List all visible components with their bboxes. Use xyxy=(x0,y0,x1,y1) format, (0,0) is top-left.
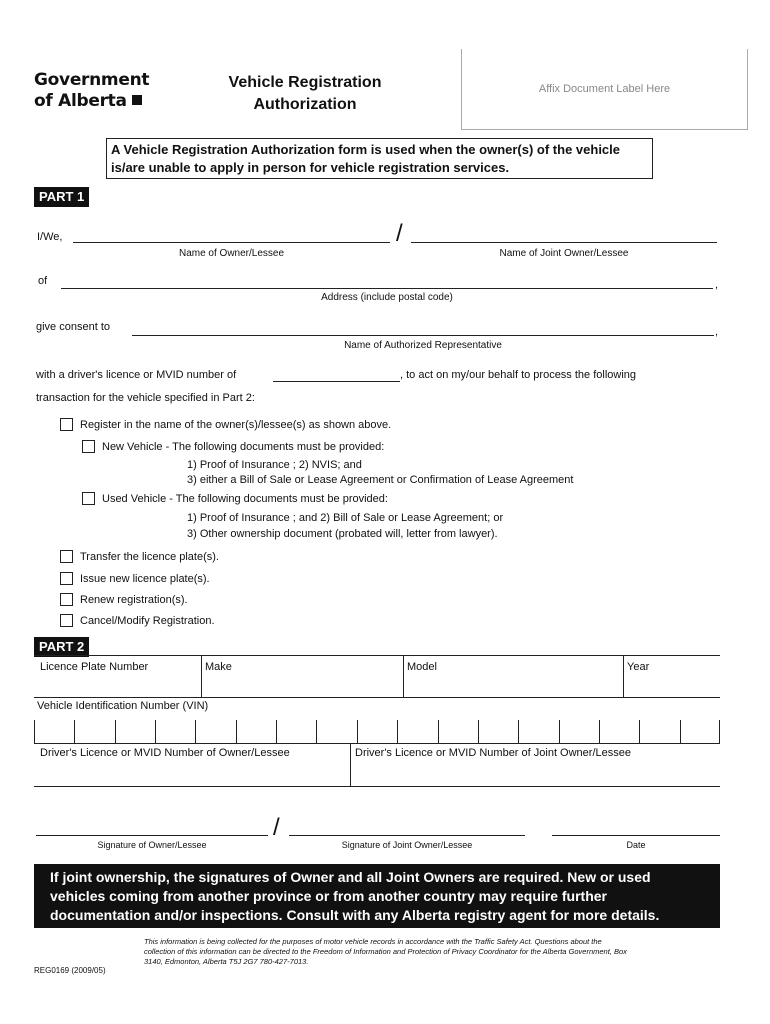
iwe-label: I/We, xyxy=(37,231,63,243)
vin-cell-divider xyxy=(478,720,479,744)
table-divider xyxy=(201,655,202,697)
licence-suffix-text: , to act on my/our behalf to process the following xyxy=(400,369,637,381)
form-title: Vehicle Registration Authorization xyxy=(228,74,382,113)
joint-signature-caption: Signature of Joint Owner/Lessee xyxy=(341,840,473,850)
new-vehicle-doc-2: 3) either a Bill of Sale or Lease Agreement or Confirmation of Lease Agreement xyxy=(187,474,574,486)
of-label: of xyxy=(38,275,48,287)
vin-cell-divider xyxy=(316,720,317,744)
date-field[interactable] xyxy=(552,835,720,836)
owner-licence-label: Driver's Licence or MVID Number of Owner/Lessee xyxy=(40,747,290,759)
renew-registration-label: Renew registration(s). xyxy=(80,594,188,606)
new-vehicle-checkbox[interactable] xyxy=(82,440,95,453)
vin-entry-grid[interactable] xyxy=(34,720,720,744)
privacy-notice: This information is being collected for the purposes of motor vehicle records in accordance with the Traffic Safety Act. Questions about the collection of this information can be directed to the Freedom of Information and Protection of Privacy Coordinator for the Alberta Government, Box 3140, Edmonton, Alberta T5J 2G7 780-427-7013. xyxy=(144,937,627,966)
logo-square-icon xyxy=(132,95,142,105)
vehicle-table-top-rule xyxy=(34,655,720,656)
transaction-text: transaction for the vehicle specified in Part 2: xyxy=(36,392,255,404)
joint-ownership-notice: If joint ownership, the signatures of Owner and all Joint Owners are required. New or used vehicles coming from another province or from another country may require further documentation and/or inspections. Consult with any Alberta registry agent for more details. xyxy=(34,864,720,928)
transfer-plate-label: Transfer the licence plate(s). xyxy=(80,551,219,563)
address-caption: Address (include postal code) xyxy=(321,292,453,303)
vin-cell-divider xyxy=(74,720,75,744)
vin-cell-divider xyxy=(599,720,600,744)
joint-owner-name-field[interactable] xyxy=(411,242,717,243)
vin-cell-divider xyxy=(155,720,156,744)
part2-heading: PART 2 xyxy=(34,637,89,657)
model-field[interactable]: Model xyxy=(407,661,437,673)
used-vehicle-label: Used Vehicle - The following documents must be provided: xyxy=(102,493,388,505)
form-number: REG0169 (2009/05) xyxy=(34,966,106,975)
joint-owner-name-caption: Name of Joint Owner/Lessee xyxy=(499,248,629,259)
licence-prefix-text: with a driver's licence or MVID number of xyxy=(36,369,237,381)
vin-cell-divider xyxy=(719,720,720,744)
make-field[interactable]: Make xyxy=(205,661,232,673)
issue-plate-checkbox[interactable] xyxy=(60,572,73,585)
year-field[interactable]: Year xyxy=(627,661,650,673)
vin-cell-divider xyxy=(34,720,35,744)
document-label-box: Affix Document Label Here xyxy=(461,49,748,130)
used-vehicle-doc-2: 3) Other ownership document (probated will, letter from lawyer). xyxy=(187,528,498,540)
address-field[interactable] xyxy=(61,288,713,289)
vin-cell-divider xyxy=(195,720,196,744)
vin-cell-divider xyxy=(236,720,237,744)
joint-licence-label: Driver's Licence or MVID Number of Joint Owner/Lessee xyxy=(355,747,631,759)
vin-row-rule xyxy=(34,697,720,698)
part1-heading: PART 1 xyxy=(34,187,89,207)
representative-comma: , xyxy=(715,326,719,338)
owner-slash: / xyxy=(396,220,403,247)
government-of-alberta-logo xyxy=(34,70,149,112)
vin-cell-divider xyxy=(357,720,358,744)
vin-cell-divider xyxy=(680,720,681,744)
intro-box: A Vehicle Registration Authorization form is used when the owner(s) of the vehicle is/are unable to apply in person for vehicle registration services. xyxy=(106,138,653,179)
register-label: Register in the name of the owner(s)/lessee(s) as shown above. xyxy=(80,419,392,431)
vin-cell-divider xyxy=(397,720,398,744)
transfer-plate-checkbox[interactable] xyxy=(60,550,73,563)
used-vehicle-doc-1: 1) Proof of Insurance ; and 2) Bill of Sale or Lease Agreement; or xyxy=(187,512,504,524)
licence-plate-field[interactable]: Licence Plate Number xyxy=(40,661,149,673)
date-caption: Date xyxy=(626,840,646,850)
register-checkbox[interactable] xyxy=(60,418,73,431)
cancel-registration-label: Cancel/Modify Registration. xyxy=(80,615,215,627)
address-comma: , xyxy=(715,279,719,291)
used-vehicle-checkbox[interactable] xyxy=(82,492,95,505)
vin-cell-divider xyxy=(518,720,519,744)
vin-cell-divider xyxy=(438,720,439,744)
logo-line-2: of Alberta xyxy=(34,91,127,111)
representative-licence-field[interactable] xyxy=(273,381,400,382)
issue-plate-label: Issue new licence plate(s). xyxy=(80,573,210,585)
new-vehicle-doc-1: 1) Proof of Insurance ; 2) NVIS; and xyxy=(187,459,362,471)
owner-signature-caption: Signature of Owner/Lessee xyxy=(97,840,207,850)
renew-registration-checkbox[interactable] xyxy=(60,593,73,606)
representative-name-field[interactable] xyxy=(132,335,714,336)
table-divider xyxy=(623,655,624,697)
joint-signature-field[interactable] xyxy=(289,835,525,836)
cancel-registration-checkbox[interactable] xyxy=(60,614,73,627)
licence-numbers-field[interactable] xyxy=(34,786,720,787)
new-vehicle-label: New Vehicle - The following documents must be provided: xyxy=(102,441,385,453)
vin-cell-divider xyxy=(559,720,560,744)
vin-cell-divider xyxy=(639,720,640,744)
table-divider xyxy=(403,655,404,697)
owner-signature-field[interactable] xyxy=(36,835,268,836)
licence-divider xyxy=(350,744,351,786)
consent-label: give consent to xyxy=(36,321,110,333)
vin-label: Vehicle Identification Number (VIN) xyxy=(37,700,209,712)
vin-cell-divider xyxy=(115,720,116,744)
signature-slash: / xyxy=(273,814,280,841)
owner-name-field[interactable] xyxy=(73,242,390,243)
vin-cell-divider xyxy=(276,720,277,744)
owner-name-caption: Name of Owner/Lessee xyxy=(178,248,285,259)
representative-caption: Name of Authorized Representative xyxy=(344,340,502,351)
logo-line-1: Government xyxy=(34,70,150,90)
